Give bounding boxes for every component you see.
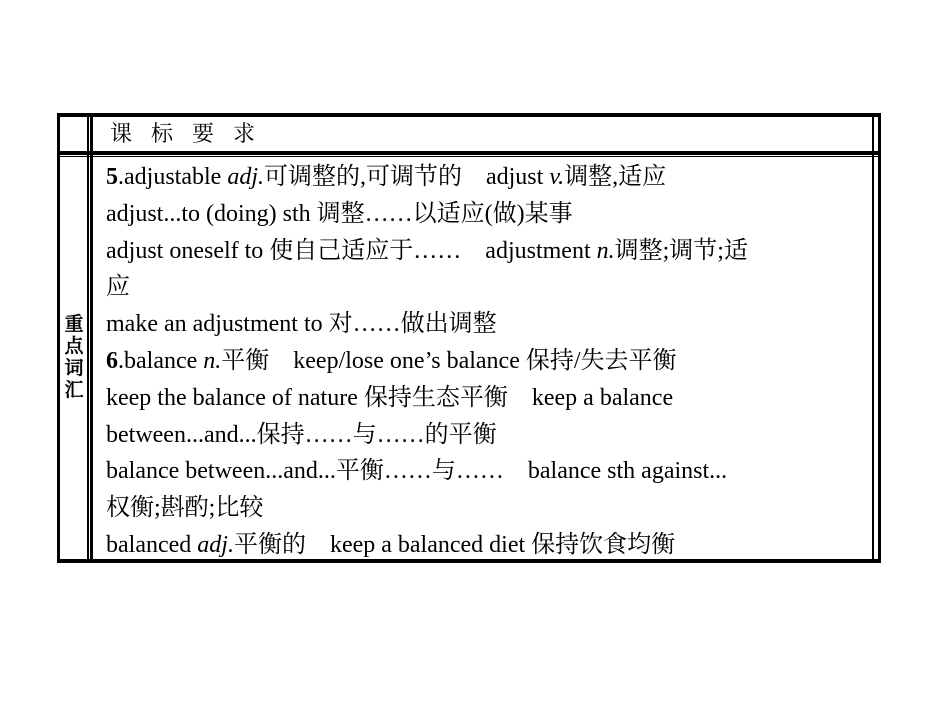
side-label: 重 点 词 汇 [64,313,84,401]
entry-text: 平衡 keep/lose one’s balance 保持/失去平衡 [221,347,677,374]
header-separator-thin [60,156,878,157]
entry-line-4: 应 [106,274,130,301]
entry-line-10: 权衡;斟酌;比较 [106,495,264,522]
part-of-speech: n. [596,237,615,264]
entry-number: 6 [106,347,118,374]
entry-text: .balance [118,347,204,374]
entry-text: 平衡的 keep a balanced diet 保持饮食均衡 [233,531,676,558]
vocabulary-table [57,113,881,563]
part-of-speech: adj. [197,531,234,558]
header-separator [60,151,878,155]
part-of-speech: v. [549,164,565,190]
entry-text: 调整;调节;适 [614,237,748,264]
entry-text: .adjustable [118,164,228,190]
entry-line-9: balance between...and...平衡……与…… balance sth against... [106,458,728,485]
entry-line-3 [106,233,876,270]
entry-text: 可调整的,可调节的 adjust [263,164,550,190]
column-divider-thick [90,117,93,559]
header-title: 课 标 要 求 [110,122,261,147]
entry-line-1 [106,159,876,196]
entry-text: 调整,适应 [564,164,667,190]
entry-line-6 [106,343,876,380]
entry-line-8: between...and...保持……与……的平衡 [106,421,497,448]
part-of-speech: n. [203,347,222,374]
entry-line-7: keep the balance of nature 保持生态平衡 keep a balance [106,384,674,411]
column-divider [87,117,89,559]
part-of-speech: adj. [227,164,264,190]
vocabulary-content [106,159,876,564]
entry-text: balanced [106,531,198,558]
entry-text: adjust oneself to 使自己适应于…… adjustment [106,237,597,264]
entry-line-11 [106,527,876,564]
entry-number: 5 [106,164,118,190]
entry-line-5: make an adjustment to 对……做出调整 [106,311,497,338]
entry-line-2: adjust...to (doing) sth 调整……以适应(做)某事 [106,200,573,227]
